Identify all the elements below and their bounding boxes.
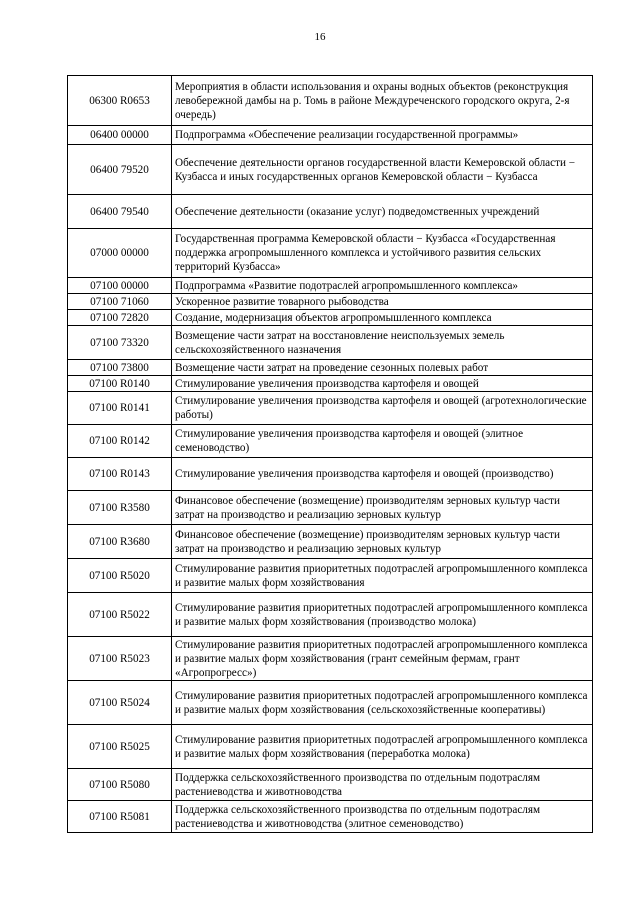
row-code: 07100 73800 <box>68 360 172 376</box>
row-code: 07100 R3680 <box>68 525 172 559</box>
row-description: Стимулирование развития приоритетных подотраслей агропромышленного комплекса и развитие малых форм хозяйствования (переработка молока) <box>172 725 593 769</box>
table-row <box>68 392 593 425</box>
table-row <box>68 76 593 126</box>
row-code: 06300 R0653 <box>68 76 172 126</box>
row-code: 07100 R5020 <box>68 559 172 593</box>
row-description: Обеспечение деятельности (оказание услуг) подведомственных учреждений <box>172 195 593 229</box>
row-description: Стимулирование увеличения производства картофеля и овощей (элитное семеноводство) <box>172 425 593 458</box>
row-description: Стимулирование увеличения производства картофеля и овощей <box>172 376 593 392</box>
table-row <box>68 769 593 801</box>
table-row <box>68 126 593 145</box>
table-row <box>68 360 593 376</box>
table-row <box>68 559 593 593</box>
row-code: 07100 R3580 <box>68 491 172 525</box>
row-code: 07000 00000 <box>68 229 172 278</box>
table-row <box>68 425 593 458</box>
table-row <box>68 278 593 294</box>
row-description: Поддержка сельскохозяйственного производства по отдельным подотраслям растениеводства и животноводства <box>172 769 593 801</box>
table-row <box>68 491 593 525</box>
row-description: Стимулирование развития приоритетных подотраслей агропромышленного комплекса и развитие малых форм хозяйствования <box>172 559 593 593</box>
row-code: 07100 R5023 <box>68 637 172 681</box>
row-code: 07100 R5022 <box>68 593 172 637</box>
row-description: Государственная программа Кемеровской области − Кузбасса «Государственная поддержка агропромышленного комплекса и устойчивого развития сельских территорий Кузбасса» <box>172 229 593 278</box>
table-row <box>68 229 593 278</box>
table-row <box>68 310 593 326</box>
row-description: Финансовое обеспечение (возмещение) производителям зерновых культур части затрат на производство и реализацию зерновых культур <box>172 525 593 559</box>
row-description: Стимулирование развития приоритетных подотраслей агропромышленного комплекса и развитие малых форм хозяйствования (сельскохозяйственные кооперативы) <box>172 681 593 725</box>
row-code: 06400 79520 <box>68 145 172 195</box>
table-row <box>68 294 593 310</box>
table-body <box>68 76 593 833</box>
row-code: 07100 72820 <box>68 310 172 326</box>
row-description: Подпрограмма «Развитие подотраслей агропромышленного комплекса» <box>172 278 593 294</box>
row-description: Мероприятия в области использования и охраны водных объектов (реконструкция левобережной дамбы на р. Томь в районе Междуреченского городского округа, 2-я очередь) <box>172 76 593 126</box>
table-row <box>68 376 593 392</box>
row-code: 06400 79540 <box>68 195 172 229</box>
budget-classification-table <box>67 75 593 833</box>
table-row <box>68 725 593 769</box>
table-row <box>68 458 593 491</box>
table-row <box>68 593 593 637</box>
row-description: Обеспечение деятельности органов государственной власти Кемеровской области − Кузбасса и иных государственных органов Кемеровской области − Кузбасса <box>172 145 593 195</box>
row-description: Финансовое обеспечение (возмещение) производителям зерновых культур части затрат на производство и реализацию зерновых культур <box>172 491 593 525</box>
row-code: 07100 R0140 <box>68 376 172 392</box>
row-code: 07100 00000 <box>68 278 172 294</box>
row-code: 07100 R0141 <box>68 392 172 425</box>
row-code: 06400 00000 <box>68 126 172 145</box>
row-code: 07100 R5080 <box>68 769 172 801</box>
table-row <box>68 195 593 229</box>
table-row <box>68 637 593 681</box>
row-description: Поддержка сельскохозяйственного производства по отдельным подотраслям растениеводства и животноводства (элитное семеноводство) <box>172 801 593 833</box>
row-code: 07100 R5024 <box>68 681 172 725</box>
table-row <box>68 145 593 195</box>
row-description: Создание, модернизация объектов агропромышленного комплекса <box>172 310 593 326</box>
row-description: Ускоренное развитие товарного рыбоводства <box>172 294 593 310</box>
row-code: 07100 73320 <box>68 326 172 360</box>
row-description: Стимулирование увеличения производства картофеля и овощей (производство) <box>172 458 593 491</box>
table-row <box>68 326 593 360</box>
page-number: 16 <box>314 31 326 43</box>
table-row <box>68 525 593 559</box>
row-code: 07100 R5025 <box>68 725 172 769</box>
row-description: Стимулирование развития приоритетных подотраслей агропромышленного комплекса и развитие малых форм хозяйствования (грант семейным фермам, грант «Агропрогресс») <box>172 637 593 681</box>
row-description: Подпрограмма «Обеспечение реализации государственной программы» <box>172 126 593 145</box>
row-code: 07100 R0142 <box>68 425 172 458</box>
row-description: Стимулирование увеличения производства картофеля и овощей (агротехнологические работы) <box>172 392 593 425</box>
row-description: Возмещение части затрат на проведение сезонных полевых работ <box>172 360 593 376</box>
row-description: Возмещение части затрат на восстановление неиспользуемых земель сельскохозяйственного назначения <box>172 326 593 360</box>
row-description: Стимулирование развития приоритетных подотраслей агропромышленного комплекса и развитие малых форм хозяйствования (производство молока) <box>172 593 593 637</box>
table-row <box>68 681 593 725</box>
row-code: 07100 R5081 <box>68 801 172 833</box>
table-row <box>68 801 593 833</box>
row-code: 07100 71060 <box>68 294 172 310</box>
row-code: 07100 R0143 <box>68 458 172 491</box>
